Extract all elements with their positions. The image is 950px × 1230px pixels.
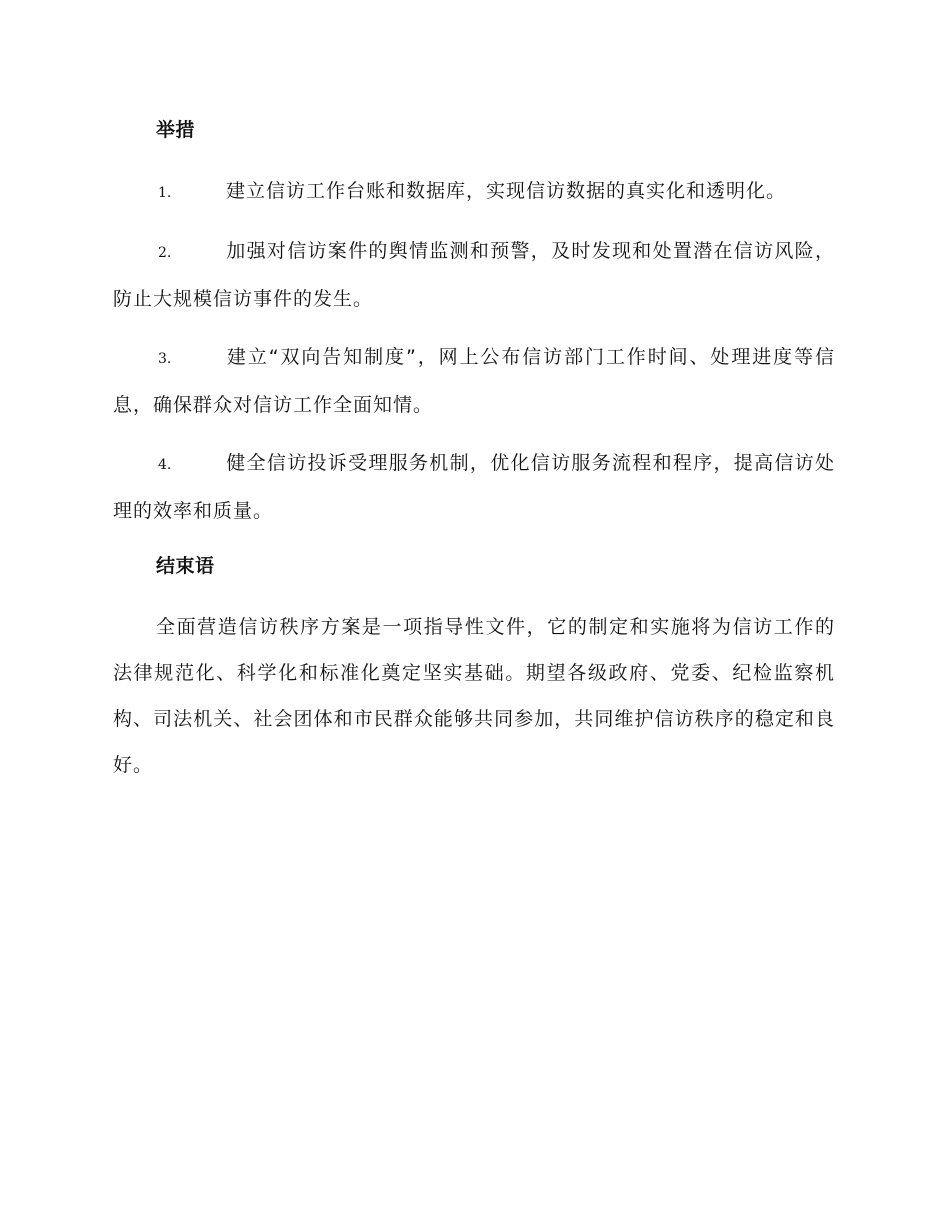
document-body	[113, 110, 835, 788]
list-item-text: 建立“双向告知制度”，网上公布信访部门工作时间、处理进度等信息，确保群众对信访工作全面知情。	[113, 346, 835, 416]
list-item-text: 健全信访投诉受理服务机制，优化信访服务流程和程序，提高信访处理的效率和质量。	[113, 452, 835, 522]
conclusion-paragraph: 全面营造信访秩序方案是一项指导性文件，它的制定和实施将为信访工作的法律规范化、科学化和标准化奠定坚实基础。期望各级政府、党委、纪检监察机构、司法机关、社会团体和市民群众能够共同参加，共同维护信访秩序的稳定和良好。	[113, 616, 835, 776]
section-heading-conclusion: 结束语	[156, 555, 215, 577]
list-item	[113, 168, 835, 216]
list-item	[113, 334, 835, 428]
section-heading-measures: 举措	[156, 119, 196, 141]
list-item	[113, 440, 835, 534]
list-item-text: 建立信访工作台账和数据库，实现信访数据的真实化和透明化。	[226, 180, 787, 202]
list-item-number: 3.	[158, 351, 172, 367]
list-item	[113, 228, 835, 322]
list-item-number: 1.	[158, 185, 172, 201]
list-item-number: 4.	[158, 457, 172, 473]
list-item-text: 加强对信访案件的舆情监测和预警，及时发现和处置潜在信访风险，防止大规模信访事件的发生。	[113, 240, 835, 310]
list-item-number: 2.	[158, 245, 172, 261]
